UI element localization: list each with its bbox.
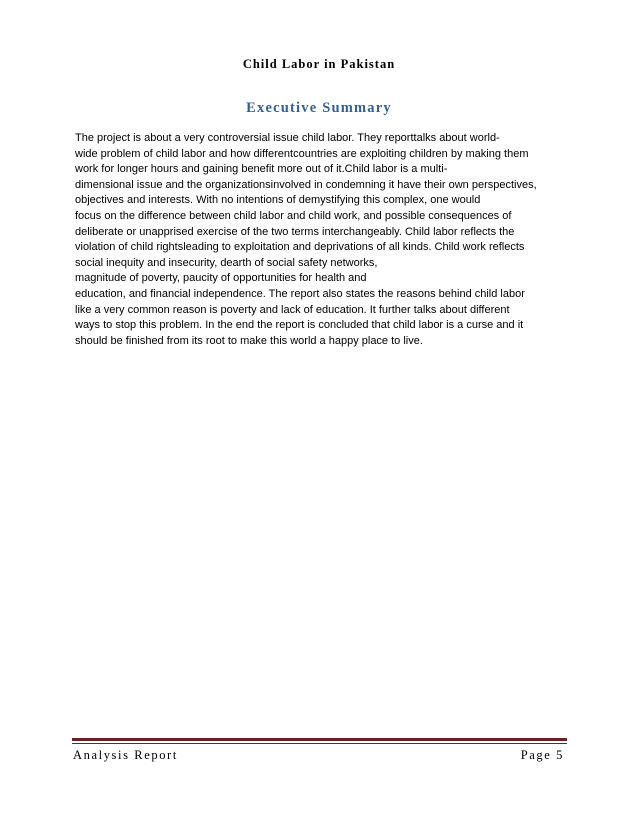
body-line: should be finished from its root to make this world a happy place to live. — [75, 334, 423, 347]
body-paragraph — [75, 131, 575, 349]
body-line: focus on the difference between child labor and child work, and possible consequences of — [75, 209, 512, 222]
body-line: deliberate or unapprised exercise of the two terms interchangeably. Child labor reflects the — [75, 225, 515, 238]
body-line: education, and financial independence. The report also states the reasons behind child labor — [75, 287, 525, 300]
body-line: objectives and interests. With no intentions of demystifying this complex, one would — [75, 194, 481, 207]
body-line: ways to stop this problem. In the end the report is concluded that child labor is a curse and it — [75, 319, 524, 332]
body-line: violation of child rightsleading to exploitation and deprivations of all kinds. Child work reflects — [75, 241, 525, 254]
section-heading: Executive Summary — [246, 100, 392, 116]
body-line: like a very common reason is poverty and lack of education. It further talks about different — [75, 303, 510, 316]
footer-rule — [72, 738, 567, 741]
body-line: social inequity and insecurity, dearth of social safety networks, — [75, 256, 378, 269]
body-line: work for longer hours and gaining benefit more out of it.Child labor is a multi- — [75, 163, 448, 176]
body-line: magnitude of poverty, paucity of opportunities for health and — [75, 272, 367, 285]
footer-report-title: Analysis Report — [73, 748, 178, 762]
footer-page-number: Page 5 — [520, 748, 564, 762]
body-line: The project is about a very controversial issue child labor. They reporttalks about world- — [75, 132, 500, 144]
running-header-title: Child Labor in Pakistan — [242, 57, 396, 71]
footer-rule-thin — [72, 743, 567, 744]
body-line: wide problem of child labor and how differentcountries are exploiting children by making them — [75, 147, 529, 160]
body-line: dimensional issue and the organizationsinvolved in condemning it have their own perspectives, — [75, 178, 537, 191]
